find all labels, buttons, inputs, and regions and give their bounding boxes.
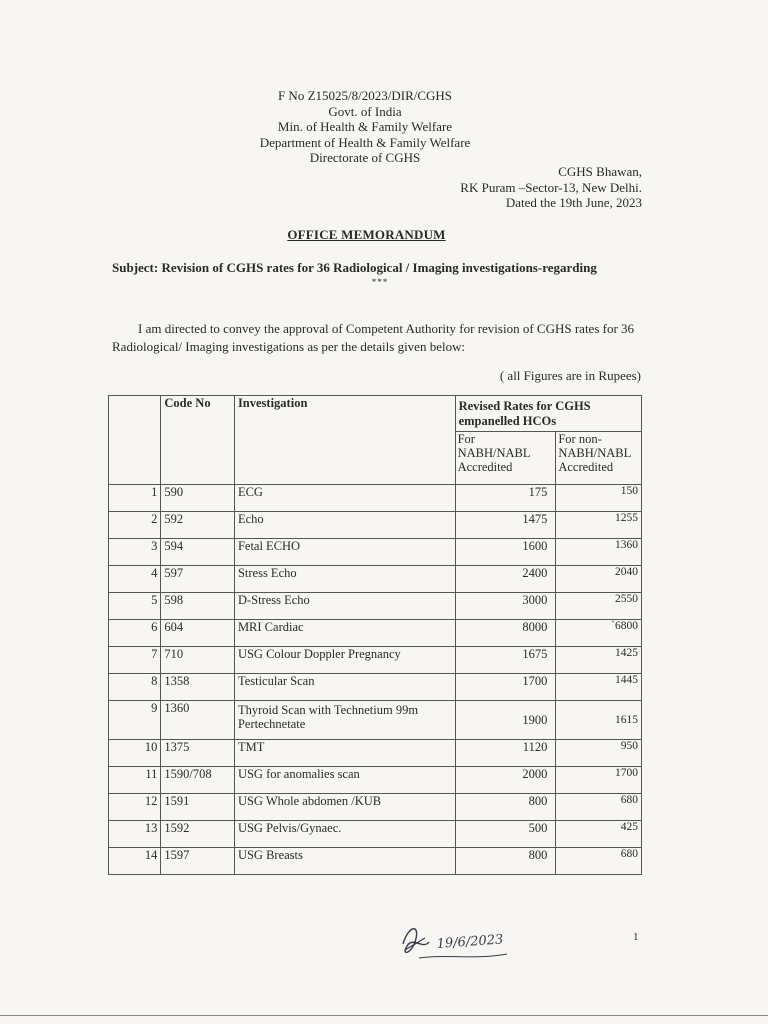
figures-note: ( all Figures are in Rupees) — [499, 368, 641, 383]
ministry-line: Min. of Health & Family Welfare — [277, 119, 453, 134]
cell-non-nabh-rate: 680 — [556, 848, 642, 875]
table-row — [109, 740, 642, 767]
cell-sl: 1 — [109, 485, 161, 512]
cell-investigation: Thyroid Scan with Technetium 99m Pertechnetate — [234, 701, 455, 740]
cell-nabh-rate: 1900 — [455, 701, 556, 740]
cell-non-nabh-rate: 2040 — [556, 566, 642, 593]
table-row — [109, 593, 642, 620]
cell-code: 710 — [161, 647, 235, 674]
table-row — [109, 794, 642, 821]
cell-code: 1597 — [161, 848, 235, 875]
cell-code: 1375 — [161, 740, 235, 767]
cell-code: 592 — [161, 512, 235, 539]
govt-line: Govt. of India — [328, 103, 402, 119]
cell-nabh-rate: 8000 — [455, 620, 556, 647]
cell-code: 1592 — [161, 821, 235, 848]
cell-non-nabh-rate: `6800 — [556, 620, 642, 647]
directorate-line: Directorate of CGHS — [309, 150, 421, 165]
cell-investigation: USG Colour Doppler Pregnancy — [234, 647, 455, 674]
cell-nabh-rate: 800 — [455, 848, 556, 875]
page-number: 1 — [633, 931, 639, 943]
table-row — [109, 821, 642, 848]
cell-non-nabh-rate: 2550 — [556, 593, 642, 620]
table-row — [109, 647, 642, 674]
separator-stars: *** — [371, 277, 389, 287]
cell-non-nabh-rate: 1615 — [556, 701, 642, 740]
letterhead — [180, 88, 550, 166]
table-row — [109, 566, 642, 593]
cell-code: 1590/708 — [161, 767, 235, 794]
cell-non-nabh-rate: 1445 — [556, 674, 642, 701]
table-row — [109, 848, 642, 875]
cell-nabh-rate: 2400 — [455, 566, 556, 593]
table-header-row — [109, 396, 642, 432]
file-number: F No Z15025/8/2023/DIR/CGHS — [277, 88, 453, 103]
cell-nabh-rate: 1675 — [455, 647, 556, 674]
cell-non-nabh-rate: 1425 — [556, 647, 642, 674]
table-row — [109, 512, 642, 539]
memo-date: Dated the 19th June, 2023 — [505, 195, 642, 210]
cell-sl: 12 — [109, 794, 161, 821]
cell-sl: 9 — [109, 701, 161, 740]
cell-nabh-rate: 1475 — [455, 512, 556, 539]
header-sl — [109, 396, 161, 485]
signature-icon — [395, 920, 525, 962]
address-line-2: RK Puram –Sector-13, New Delhi. — [460, 179, 642, 195]
cell-non-nabh-rate: 950 — [556, 740, 642, 767]
cell-investigation: Testicular Scan — [234, 674, 455, 701]
cell-non-nabh-rate: 150 — [556, 485, 642, 512]
cell-code: 1591 — [161, 794, 235, 821]
cell-code: 597 — [161, 566, 235, 593]
bottom-rule — [0, 1015, 768, 1016]
cell-investigation: USG Pelvis/Gynaec. — [234, 821, 455, 848]
rates-table — [108, 395, 642, 875]
cell-sl: 14 — [109, 848, 161, 875]
cell-code: 590 — [161, 485, 235, 512]
address-line-1: CGHS Bhawan, — [558, 164, 642, 179]
table-row — [109, 767, 642, 794]
cell-non-nabh-rate: 1700 — [556, 767, 642, 794]
cell-investigation: Stress Echo — [234, 566, 455, 593]
cell-nabh-rate: 800 — [455, 794, 556, 821]
cell-sl: 7 — [109, 647, 161, 674]
cell-code: 1360 — [161, 701, 235, 740]
cell-code: 594 — [161, 539, 235, 566]
cell-investigation: Echo — [234, 512, 455, 539]
cell-nabh-rate: 1120 — [455, 740, 556, 767]
table-row — [109, 539, 642, 566]
table-row — [109, 620, 642, 647]
cell-investigation: USG Breasts — [234, 848, 455, 875]
subject-line: Subject: Revision of CGHS rates for 36 Radiological / Imaging investigations-regarding — [112, 260, 597, 275]
cell-sl: 6 — [109, 620, 161, 647]
cell-investigation: MRI Cardiac — [234, 620, 455, 647]
cell-sl: 5 — [109, 593, 161, 620]
body-paragraph — [112, 320, 652, 356]
cell-nabh-rate: 3000 — [455, 593, 556, 620]
table-row — [109, 701, 642, 740]
header-revised-rates: Revised Rates for CGHS empanelled HCOs — [455, 396, 641, 432]
cell-sl: 3 — [109, 539, 161, 566]
cell-nabh-rate: 175 — [455, 485, 556, 512]
cell-sl: 4 — [109, 566, 161, 593]
cell-nabh-rate: 2000 — [455, 767, 556, 794]
header-nabh: For NABH/NABL Accredited — [455, 432, 556, 485]
cell-investigation: D-Stress Echo — [234, 593, 455, 620]
memo-title: OFFICE MEMORANDUM — [287, 227, 446, 242]
cell-investigation: USG for anomalies scan — [234, 767, 455, 794]
cell-sl: 8 — [109, 674, 161, 701]
cell-code: 604 — [161, 620, 235, 647]
table-row — [109, 485, 642, 512]
cell-non-nabh-rate: 1255 — [556, 512, 642, 539]
cell-code: 598 — [161, 593, 235, 620]
header-code-no: Code No — [161, 396, 235, 485]
cell-nabh-rate: 1600 — [455, 539, 556, 566]
header-investigation: Investigation — [234, 396, 455, 485]
cell-nabh-rate: 1700 — [455, 674, 556, 701]
signature — [395, 920, 525, 967]
cell-non-nabh-rate: 680 — [556, 794, 642, 821]
cell-sl: 11 — [109, 767, 161, 794]
body-text: I am directed to convey the approval of Competent Authority for revision of CGHS rates for 36 Radiological/ Imaging investigations as per the details given below: — [112, 321, 635, 354]
cell-investigation: Fetal ECHO — [234, 539, 455, 566]
signature-date: 19/6/2023 — [436, 932, 504, 952]
cell-nabh-rate: 500 — [455, 821, 556, 848]
cell-non-nabh-rate: 425 — [556, 821, 642, 848]
cell-sl: 2 — [109, 512, 161, 539]
cell-investigation: TMT — [234, 740, 455, 767]
cell-sl: 10 — [109, 740, 161, 767]
cell-investigation: ECG — [234, 485, 455, 512]
department-line: Department of Health & Family Welfare — [259, 134, 471, 150]
cell-code: 1358 — [161, 674, 235, 701]
cell-investigation: USG Whole abdomen /KUB — [234, 794, 455, 821]
cell-non-nabh-rate: 1360 — [556, 539, 642, 566]
header-non-nabh: For non-NABH/NABL Accredited — [556, 432, 642, 485]
table-row — [109, 674, 642, 701]
address-block — [460, 164, 642, 211]
cell-sl: 13 — [109, 821, 161, 848]
